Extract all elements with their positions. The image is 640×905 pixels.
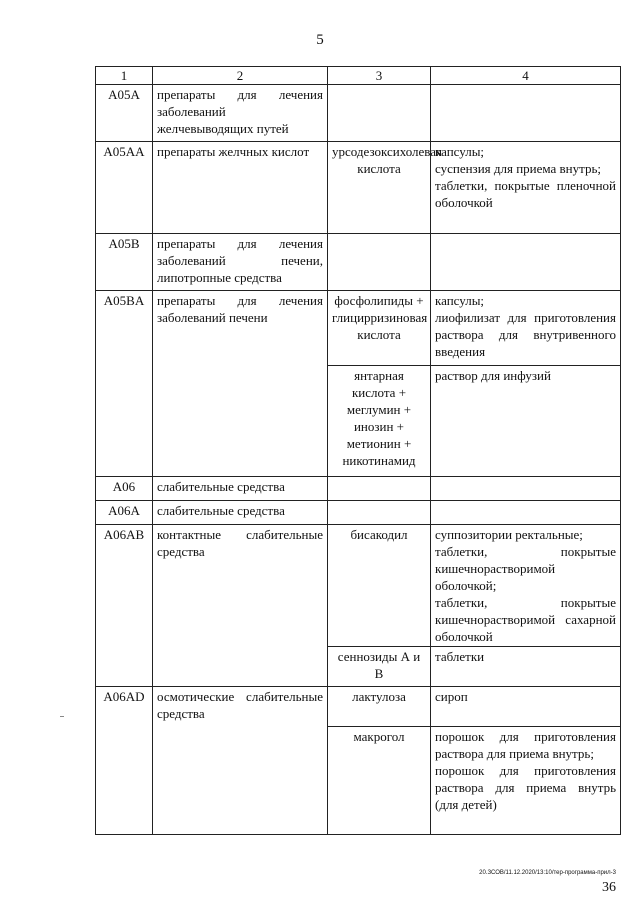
dosage-form: сироп bbox=[435, 689, 468, 704]
atc-code: A06AD bbox=[96, 687, 153, 835]
dosage-form: порошок для приготовления раствора для приема внутрь (для детей) bbox=[435, 763, 616, 812]
atc-group: препараты для лечения заболеваний желчевыводящих путей bbox=[153, 85, 328, 142]
atc-code: A05BA bbox=[96, 291, 153, 477]
dosage-form: лиофилизат для приготовления раствора для внутривенного введения bbox=[435, 310, 616, 359]
atc-group: препараты для лечения заболеваний печени, липотропные средства bbox=[153, 234, 328, 291]
drug-name bbox=[328, 501, 431, 525]
drug-name bbox=[328, 85, 431, 142]
dosage-form: таблетки bbox=[435, 649, 485, 664]
table-row bbox=[96, 687, 621, 727]
page-number: 5 bbox=[316, 32, 324, 48]
dosage-forms bbox=[431, 647, 621, 687]
margin-mark bbox=[60, 716, 64, 717]
dosage-form: суппозитории ректальные; bbox=[435, 527, 583, 542]
atc-group: контактные слабительные средства bbox=[153, 525, 328, 687]
dosage-forms bbox=[431, 501, 621, 525]
dosage-form: таблетки, покрытые пленочной оболочкой bbox=[435, 178, 616, 210]
atc-group: осмотические слабительные средства bbox=[153, 687, 328, 835]
drug-name: бисакодил bbox=[328, 525, 431, 647]
dosage-forms bbox=[431, 477, 621, 501]
atc-group: препараты для лечения заболеваний печени bbox=[153, 291, 328, 477]
table-header-row bbox=[96, 67, 621, 85]
atc-code: A06A bbox=[96, 501, 153, 525]
column-header: 4 bbox=[431, 67, 621, 85]
table-row bbox=[96, 234, 621, 291]
document-reference: 20.ЗСОВ/11.12.2020/13:10/тер-программа-прил-3 bbox=[479, 870, 616, 876]
column-header: 1 bbox=[96, 67, 153, 85]
dosage-forms bbox=[431, 525, 621, 647]
atc-group: слабительные средства bbox=[153, 501, 328, 525]
dosage-form: таблетки, покрытые кишечнорастворимой сахарной оболочкой bbox=[435, 595, 616, 644]
drug-name: фосфолипиды + глицирризиновая кислота bbox=[328, 291, 431, 366]
footer-page-number: 36 bbox=[602, 880, 616, 895]
drug-table bbox=[95, 66, 621, 835]
dosage-forms bbox=[431, 142, 621, 234]
atc-code: A06AB bbox=[96, 525, 153, 687]
dosage-form: порошок для приготовления раствора для приема внутрь; bbox=[435, 729, 616, 761]
dosage-forms bbox=[431, 85, 621, 142]
table-row bbox=[96, 142, 621, 234]
column-header: 3 bbox=[328, 67, 431, 85]
column-header: 2 bbox=[153, 67, 328, 85]
atc-group: слабительные средства bbox=[153, 477, 328, 501]
drug-name: лактулоза bbox=[328, 687, 431, 727]
atc-code: A06 bbox=[96, 477, 153, 501]
dosage-form: суспензия для приема внутрь; bbox=[435, 161, 602, 176]
drug-name: сеннозиды А и В bbox=[328, 647, 431, 687]
drug-name bbox=[328, 234, 431, 291]
drug-name: макрогол bbox=[328, 727, 431, 835]
atc-group: препараты желчных кислот bbox=[153, 142, 328, 234]
dosage-forms bbox=[431, 234, 621, 291]
dosage-form: таблетки, покрытые кишечнорастворимой оболочкой; bbox=[435, 544, 616, 593]
table-row bbox=[96, 291, 621, 366]
dosage-forms bbox=[431, 727, 621, 835]
dosage-forms bbox=[431, 687, 621, 727]
table-row bbox=[96, 501, 621, 525]
atc-code: A05AA bbox=[96, 142, 153, 234]
table-row bbox=[96, 477, 621, 501]
drug-name bbox=[328, 477, 431, 501]
dosage-form: раствор для инфузий bbox=[435, 368, 551, 383]
dosage-forms bbox=[431, 291, 621, 366]
atc-code: A05A bbox=[96, 85, 153, 142]
drug-name: янтарная кислота + меглумин + инозин + метионин + никотинамид bbox=[328, 366, 431, 477]
table-row bbox=[96, 85, 621, 142]
atc-code: A05B bbox=[96, 234, 153, 291]
dosage-forms bbox=[431, 366, 621, 477]
table-row bbox=[96, 525, 621, 647]
dosage-form: капсулы; bbox=[435, 293, 485, 308]
dosage-form: капсулы; bbox=[435, 144, 485, 159]
drug-name: урсодезоксихолевая кислота bbox=[328, 142, 431, 234]
